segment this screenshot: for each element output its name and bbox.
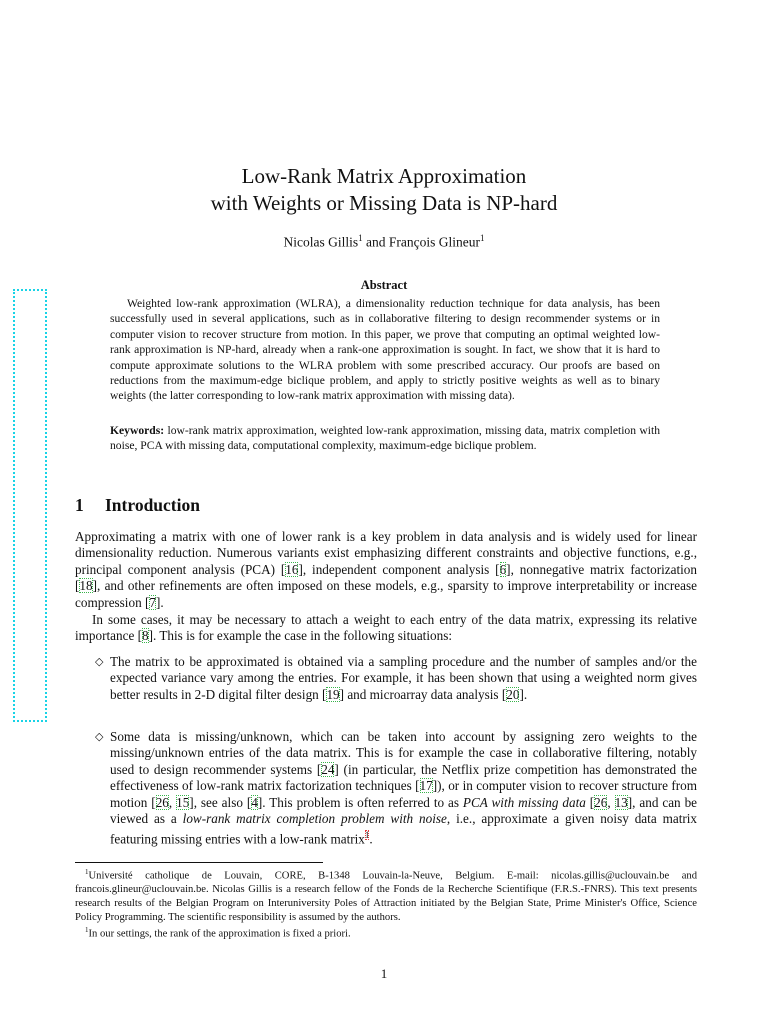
intro-paragraph-1 [75,529,697,611]
text-span: [ [585,794,595,810]
citation-link[interactable]: 13 [614,794,628,810]
keywords [110,423,660,454]
paper-title [0,163,768,217]
citation-link[interactable]: 24 [321,761,335,777]
footnote-text: Université catholique de Louvain, CORE, B-1348 Louvain-la-Neuve, Belgium. E-mail: nicolas.gillis@uclouvain.be and francois.glineur@uclouvain.be. Nicolas Gillis is a research fellow of the Fonds de la Recherche Scientifique (F.R.S.-FNRS). This text presents research results of the Belgian Program on Interuniversity Poles of Attraction initiated by the Belgian State, Prime Minister's Office, Science Policy Programming. The scientific responsibility is assumed by the authors. [75,870,697,923]
section-title: Introduction [105,495,200,515]
text-span: , [168,794,177,810]
bullet-item-sampling [95,654,697,703]
footnote-mark: 1 [85,868,89,876]
section-number: 1 [75,495,84,515]
text-span: ]. This problem is often referred to as [257,794,463,810]
bullet-text [110,729,697,848]
citation-link[interactable]: 18 [79,578,93,594]
page-number: 1 [380,966,388,981]
citation-link[interactable]: 4 [251,794,258,810]
text-span: ], and can be viewed as a [110,794,698,827]
footnote-affiliation [75,866,697,924]
citation-link[interactable]: 15 [176,794,190,810]
text-span: ], independent component analysis [ [298,561,500,577]
text-span: ], see also [ [189,794,252,810]
abstract-body: Weighted low-rank approximation (WLRA), a dimensionality reduction technique for data analysis, has been successfully used in several applications, such as in collaborative filtering to design recommender systems or in computer vision to recover structure from motion. In this paper, we prove that computing an optimal weighted low-rank approximation is NP-hard, already when a rank-one approximation is sought. In fact, we show that it is hard to compute approximate solutions to the WLRA problem with some prescribed accuracy. Our proofs are based on reductions from the maximum-edge biclique problem, and apply to strictly positive weights as well as to binary weights (the latter corresponding to low-rank matrix approximation with missing data). [110,297,660,403]
citation-link[interactable]: 26 [594,794,608,810]
text-span: ]. [155,594,164,610]
abstract-heading: Abstract [360,278,408,292]
footnote-mark: 1 [85,926,89,935]
text-span: , i.e., approximate a given noisy data matrix featuring missing entries with a low-rank matrix [110,811,698,847]
diamond-bullet-icon: ◇ [95,731,104,743]
text-span: ] and microarray data analysis [ [339,686,507,702]
author-separator: and [362,234,389,250]
citation-link[interactable]: 20 [506,686,520,702]
section-heading-introduction [75,495,200,516]
author-gillis: Nicolas Gillis [283,234,359,250]
text-span: The matrix to be approximated is obtained via a sampling procedure and the number of samples and/or the expected variance vary among the entries. For example, it has been shown that using a weighted norm gives better results in 2-D digital filter design [ [110,654,697,702]
citation-link[interactable]: 26 [155,794,169,810]
intro-paragraph-2 [75,612,697,645]
title-line-1: Low-Rank Matrix Approximation [241,164,527,188]
text-span: ]. [519,686,528,702]
citation-link[interactable]: 8 [142,628,149,644]
text-span: , [607,794,615,810]
diamond-bullet-icon: ◇ [95,656,104,668]
text-span: ]), or in computer vision to recover structure from motion [ [110,778,697,810]
author-list [0,233,768,251]
footnote-divider [75,862,323,863]
text-span: ] (in particular, the Netflix prize competition has demonstrated the effectiveness of low-rank matrix factorization techniques [ [110,761,697,794]
citation-link[interactable]: 17 [419,778,433,794]
bullet-text [110,654,697,703]
italic-term: PCA with missing data [462,794,586,810]
author-glineur: François Glineur [388,234,480,250]
citation-link[interactable]: 6 [499,561,507,577]
citation-link[interactable]: 7 [149,594,156,610]
footnotes [75,866,697,942]
text-span: In some cases, it may be necessary to attach a weight to each entry of the data matrix, expressing its relative importance [ [75,612,697,644]
text-span: . [369,831,373,847]
text-span: ]. This is for example the case in the following situations: [148,628,452,644]
author-affiliation-mark[interactable]: 1 [479,233,485,243]
italic-term: low-rank matrix completion problem with noise [182,811,447,827]
citation-link[interactable]: 16 [285,561,299,577]
keywords-label: Keywords: [110,424,165,437]
author-affiliation-mark[interactable]: 1 [358,233,363,243]
keywords-text: low-rank matrix approximation, weighted low-rank approximation, missing data, matrix completion with noise, PCA with missing data, computational complexity, maximum-edge biclique problem. [110,424,660,453]
bullet-item-missing-data [95,729,697,848]
arxiv-stamp-link-box[interactable] [13,289,47,722]
citation-link[interactable]: 19 [326,686,340,702]
text-span: Some data is missing/unknown, which can be taken into account by assigning zero weights to the missing/unknown entries of the data matrix. This is for example the case in collaborative filtering, notably used to design recommender systems [ [110,729,697,777]
title-line-2: with Weights or Missing Data is NP-hard [210,191,558,215]
text-span: Approximating a matrix with one of lower rank is a key problem in data analysis and is widely used for linear dimensionality reduction. Numerous variants exist emphasizing different constraints and objective functions, e.g., principal component analysis (PCA) [ [75,529,697,577]
footnote-rank [75,924,697,941]
footnote-text: In our settings, the rank of the approximation is fixed a priori. [88,928,351,940]
text-span: ], and other refinements are often imposed on these models, e.g., sparsity to improve interpretability or increase compression [ [75,578,697,610]
footnote-link[interactable]: 1 [364,830,370,841]
text-span: ], nonnegative matrix factorization [ [75,561,697,594]
